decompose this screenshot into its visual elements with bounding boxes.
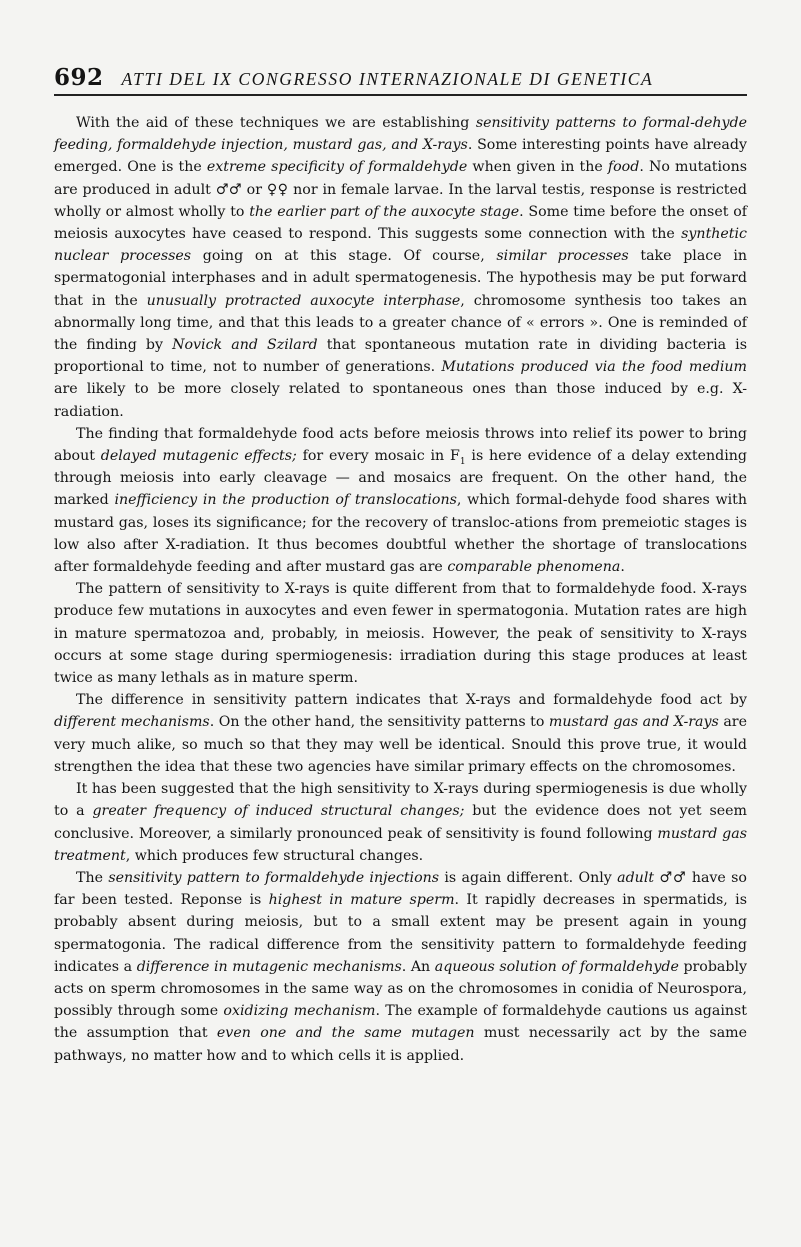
text-run: but the evidence does not yet seem conclusive. Moreover, a similarly pronounced peak of sensitivity is found following	[54, 803, 747, 842]
text-run: . An	[401, 958, 435, 975]
italic-phrase: oxidizing mechanism	[223, 1003, 376, 1020]
text-run: The difference in sensitivity pattern indicates that X-rays and formaldehyde food act by	[76, 692, 747, 709]
text-run: . Some interesting points have already emerged. One is the	[54, 137, 747, 176]
italic-phrase: mustard gas and X-rays	[548, 714, 719, 731]
italic-phrase: aqueous solution of formaldehyde	[434, 958, 679, 975]
text-run: for every mosaic in F	[296, 448, 460, 465]
text-run: is again different. Only	[439, 869, 618, 886]
italic-phrase: synthetic nuclear processes	[54, 226, 747, 265]
paragraph	[54, 112, 747, 423]
text-run: , chromosome synthesis too takes an abnormally long time, and that this leads to a greater chance of « errors ». One is reminded of the finding by	[54, 292, 747, 354]
page-number: 692	[54, 64, 104, 91]
header-rule	[54, 94, 747, 96]
text-run: must necessarily act by the same pathways, no matter how and to which cells it is applied.	[54, 1025, 748, 1064]
paragraph	[54, 867, 747, 1067]
text-run: is here evidence of a delay extending through meiosis into early cleavage — and mosaics are frequent. On the other hand, the marked	[54, 448, 748, 509]
subscript: 1	[459, 456, 466, 467]
text-run: . The example of formaldehyde cautions us against the assumption that	[54, 1003, 748, 1042]
italic-phrase: inefficiency in the production of translocations	[114, 492, 457, 509]
text-run: are very much alike, so much so that they may well be identical. Snould this prove true, it would strengthen the idea that these two agencies have similar primary effects on the chromosomes.	[54, 714, 747, 775]
text-run: that spontaneous mutation rate in dividing bacteria is proportional to time, not to number of generations.	[54, 337, 747, 376]
italic-phrase: adult ♂♂	[617, 869, 687, 886]
text-run: going on at this stage. Of course,	[191, 248, 497, 265]
italic-phrase: comparable phenomena	[447, 559, 621, 576]
text-run: . On the other hand, the sensitivity patterns to	[209, 714, 549, 731]
italic-phrase: greater frequency of induced structural changes;	[92, 803, 465, 820]
text-run: With the aid of these techniques we are establishing	[76, 115, 476, 131]
italic-phrase: Mutations produced via the food medium	[441, 359, 747, 376]
body-text	[54, 112, 747, 1067]
text-run: . Some time before the onset of meiosis auxocytes have ceased to respond. This suggests some connection with the	[54, 203, 747, 243]
text-run: .	[620, 559, 625, 576]
text-run: have so far been tested. Reponse is	[54, 869, 747, 909]
italic-phrase: highest in mature sperm	[268, 892, 455, 909]
running-title: ATTI DEL IX CONGRESSO INTERNAZIONALE DI GENETICA	[121, 69, 654, 89]
italic-phrase: mustard gas treatment	[54, 825, 747, 864]
italic-phrase: even one and the same mutagen	[216, 1025, 475, 1042]
text-run: The finding that formaldehyde food acts before meiosis throws into relief its power to bring about	[54, 425, 747, 465]
italic-phrase: delayed mutagenic effects;	[100, 448, 297, 465]
text-run: probably acts on sperm chromosomes in the same way as on the chromosomes in conidia of Neurospora, possibly through some	[54, 958, 748, 1020]
italic-phrase: food	[607, 159, 640, 176]
paragraph	[54, 578, 747, 689]
italic-phrase: Novick and Szilard	[172, 337, 318, 354]
italic-phrase: extreme specificity of formaldehyde	[206, 159, 468, 176]
text-run: . It rapidly decreases in spermatids, is probably absent during meiosis, but to a small extent may be present again in young spermatogonia. The radical difference from the sensitivity pattern to formaldehyde feeding indicates a	[54, 892, 747, 975]
text-run: . No mutations are produced in adult ♂♂ or ♀♀ nor in female larvae. In the larval testis, response is restricted wholly or almost wholly to	[54, 159, 748, 220]
italic-phrase: sensitivity pattern to formaldehyde injections	[108, 869, 440, 886]
text-run: The pattern of sensitivity to X-rays is quite different from that to formaldehyde food. X-rays produce few mutations in auxocytes and even fewer in spermatogonia. Mutation rates are high in mature spermatozoa and, probably, in meiosis. However, the peak of sensitivity to X-rays occurs at some stage during spermiogenesis: irradiation during this stage produces at least twice as many lethals as in mature sperm.	[54, 581, 747, 687]
text-run: when given in the	[467, 159, 608, 176]
paragraph	[54, 689, 747, 778]
italic-phrase: difference in mutagenic mechanisms	[136, 958, 402, 975]
text-run: It has been suggested that the high sensitivity to X-rays during spermiogenesis is due wholly to a	[54, 781, 747, 820]
text-run: are likely to be more closely related to spontaneous ones than those induced by e.g. X-radiation.	[54, 381, 747, 420]
text-run: , which produces few structural changes.	[125, 847, 424, 864]
italic-phrase: unusually protracted auxocyte interphase	[146, 292, 461, 309]
italic-phrase: sensitivity patterns to formal-dehyde feeding, formaldehyde injection, mustard gas, and X-rays	[54, 115, 747, 154]
italic-phrase: similar processes	[496, 248, 629, 265]
text-run: take place in spermatogonial interphases and in adult spermatogenesis. The hypothesis may be put forward that in the	[54, 248, 747, 309]
running-header	[54, 64, 747, 91]
paragraph	[54, 423, 747, 578]
italic-phrase: different mechanisms	[54, 714, 210, 731]
text-run: The	[76, 869, 109, 886]
text-run: , which formal-dehyde food shares with mustard gas, loses its significance; for the recovery of transloc-ations from premeiotic stages is low also after X-radiation. It thus becomes doubtful whether the shortage of translocations after formaldehyde feeding and after mustard gas are	[54, 492, 747, 576]
paragraph	[54, 778, 747, 867]
italic-phrase: the earlier part of the auxocyte stage	[249, 203, 520, 220]
